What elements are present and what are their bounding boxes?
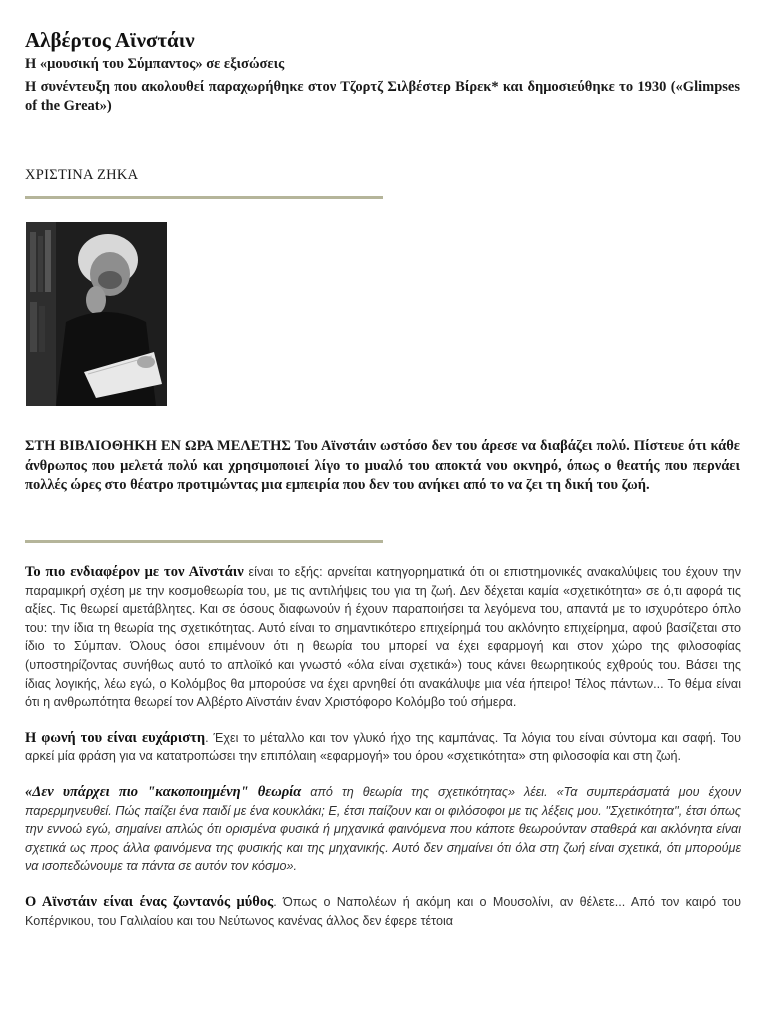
paragraph-text: από τη θεωρία της σχετικότητας» λέει. «Τα συμπεράσματά μου έχουν παρερμηνευθεί. Πώς παίζει ένα παιδί με ένα κουκλάκι; Ε, έτσι παίζουν και οι φιλόσοφοι με τις λέξεις μου. ''Σχετικότητα'', έτσι όπως την εννοώ εγώ, σημαίνει απλώς ότι ορισμένα φυσικά ή μηχανικά φαινόμενα που κάποτε θεωρούνταν σταθερά και ακλόνητα είναι σχετικά ως προς άλλα φαινόμενα της φυσικής και της μηχανικής. Αυτό δεν σημαίνει ότι όλα στη ζωή είναι σχετικά, ότι μπορούμε να ισοπεδώνουμε τα πάντα σε αυτόν τον κόσμο».: [25, 784, 741, 874]
einstein-photo: [26, 222, 167, 406]
body-paragraph: [25, 893, 741, 930]
author-byline: ΧΡΙΣΤΙΝΑ ΖΗΚΑ: [25, 167, 139, 183]
divider-rule-bottom: [25, 540, 383, 543]
paragraph-lead-in: «Δεν υπάρχει πιο "κακοποιημένη" θεωρία: [25, 783, 302, 800]
paragraph-text: είναι το εξής: αρνείται κατηγορηματικά ότι οι επιστημονικές ανακαλύψεις του έχουν την παραμικρή σχέση με την κοσμοθεωρία του, με τις αντιλήψεις του για τη ζωή. Δεν δέχεται καμία «σχετικότητα» σε ό,τι αφορά τις αξίες. Τις θεωρεί αμετάβλητες. Και σε όσους διαφωνούν ή έχουν παραποιήσει τα λεγόμενα του, απαντά με το ισχυρότερο όπλο του: την ίδια τη θεωρία της σχετικότητας. Αυτό είναι το σημαντικότερο επιχείρημά του ακλόνητο επιχείρημα, αφού βασίζεται στο ίδιο το Σύμπαν. Όλους όσοι επιμένουν ότι η θεωρία του μπορεί να έχει εφαρμογή και στον χώρο της φιλοσοφίας (υποστηρίζοντας συνήθως αυτό το απλοϊκό και γνωστό «όλα είναι σχετικά») τους κάνει θεωρητικούς εχθρούς του. Βάσει της ίδιας λογικής, λέω εγώ, ο Κολόμβος θα μπορούσε να έχει αρνηθεί ότι ανακάλυψε μια νέα ήπειρο! Τέλος πάντων... Το θέμα είναι ότι η ανθρωπότητα θεωρεί τον Αλβέρτο Αϊνστάιν έναν Χριστόφορο Κολόμβο τού σήμερα.: [25, 565, 741, 710]
paragraph-lead-in: Ο Αϊνστάιν είναι ένας ζωντανός μύθος: [25, 893, 274, 910]
article-lead: Η συνέντευξη που ακολουθεί παραχωρήθηκε στον Τζορτζ Σιλβέστερ Βίρεκ* και δημοσιεύθηκε το 1930 («Glimpses of the Great»): [25, 79, 740, 114]
body-paragraph: [25, 563, 741, 712]
article-title: Αλβέρτος Αϊνστάιν: [25, 28, 195, 52]
paragraph-text: . Όπως ο Ναπολέων ή ακόμη και ο Μουσολίνι, αν θέλετε... Από τον καιρό του Κοπέρνικου, του Γαλιλαίου και του Νεύτωνος κανένας άλλος δεν έφερε τέτοια: [25, 894, 742, 928]
paragraph-lead-in: Η φωνή του είναι ευχάριστη: [25, 729, 206, 746]
einstein-photo-illustration: [26, 222, 167, 406]
paragraph-lead-in: Το πιο ενδιαφέρον με τον Αϊνστάιν: [25, 564, 244, 580]
paragraph-text: . Έχει το μέταλλο και τον γλυκό ήχο της καμπάνας. Τα λόγια του είναι σύντομα και σαφή. Του αρκεί μία φράση για να κατατροπώσει την επιπόλαιη «εφαρμογή» του όρου «σχετικότητα» στη φιλοσοφία και στη ζωή.: [25, 730, 741, 764]
divider-rule-top: [25, 196, 383, 199]
article-body: [25, 563, 741, 947]
photo-caption: ΣΤΗ ΒΙΒΛΙΟΘΗΚΗ ΕΝ ΩΡΑ ΜΕΛΕΤΗΣ Του Αϊνστάιν ωστόσο δεν του άρεσε να διαβάζει πολύ. Πίστευε ότι κάθε άνθρωπος που μελετά πολύ και χρησιμοποιεί λίγο το μυαλό του αποκτά νου οκνηρό, όπως ο θεατής που περνάει πολλές ώρες στο θέατρο προτιμώντας μια εμπειρία που δεν του ανήκει από το να ζει τη δική του ζωή.: [25, 438, 740, 493]
article-subtitle: Η «μουσική του Σύμπαντος» σε εξισώσεις: [25, 56, 285, 72]
body-paragraph: [25, 729, 741, 766]
body-paragraph-quote: [25, 783, 741, 876]
